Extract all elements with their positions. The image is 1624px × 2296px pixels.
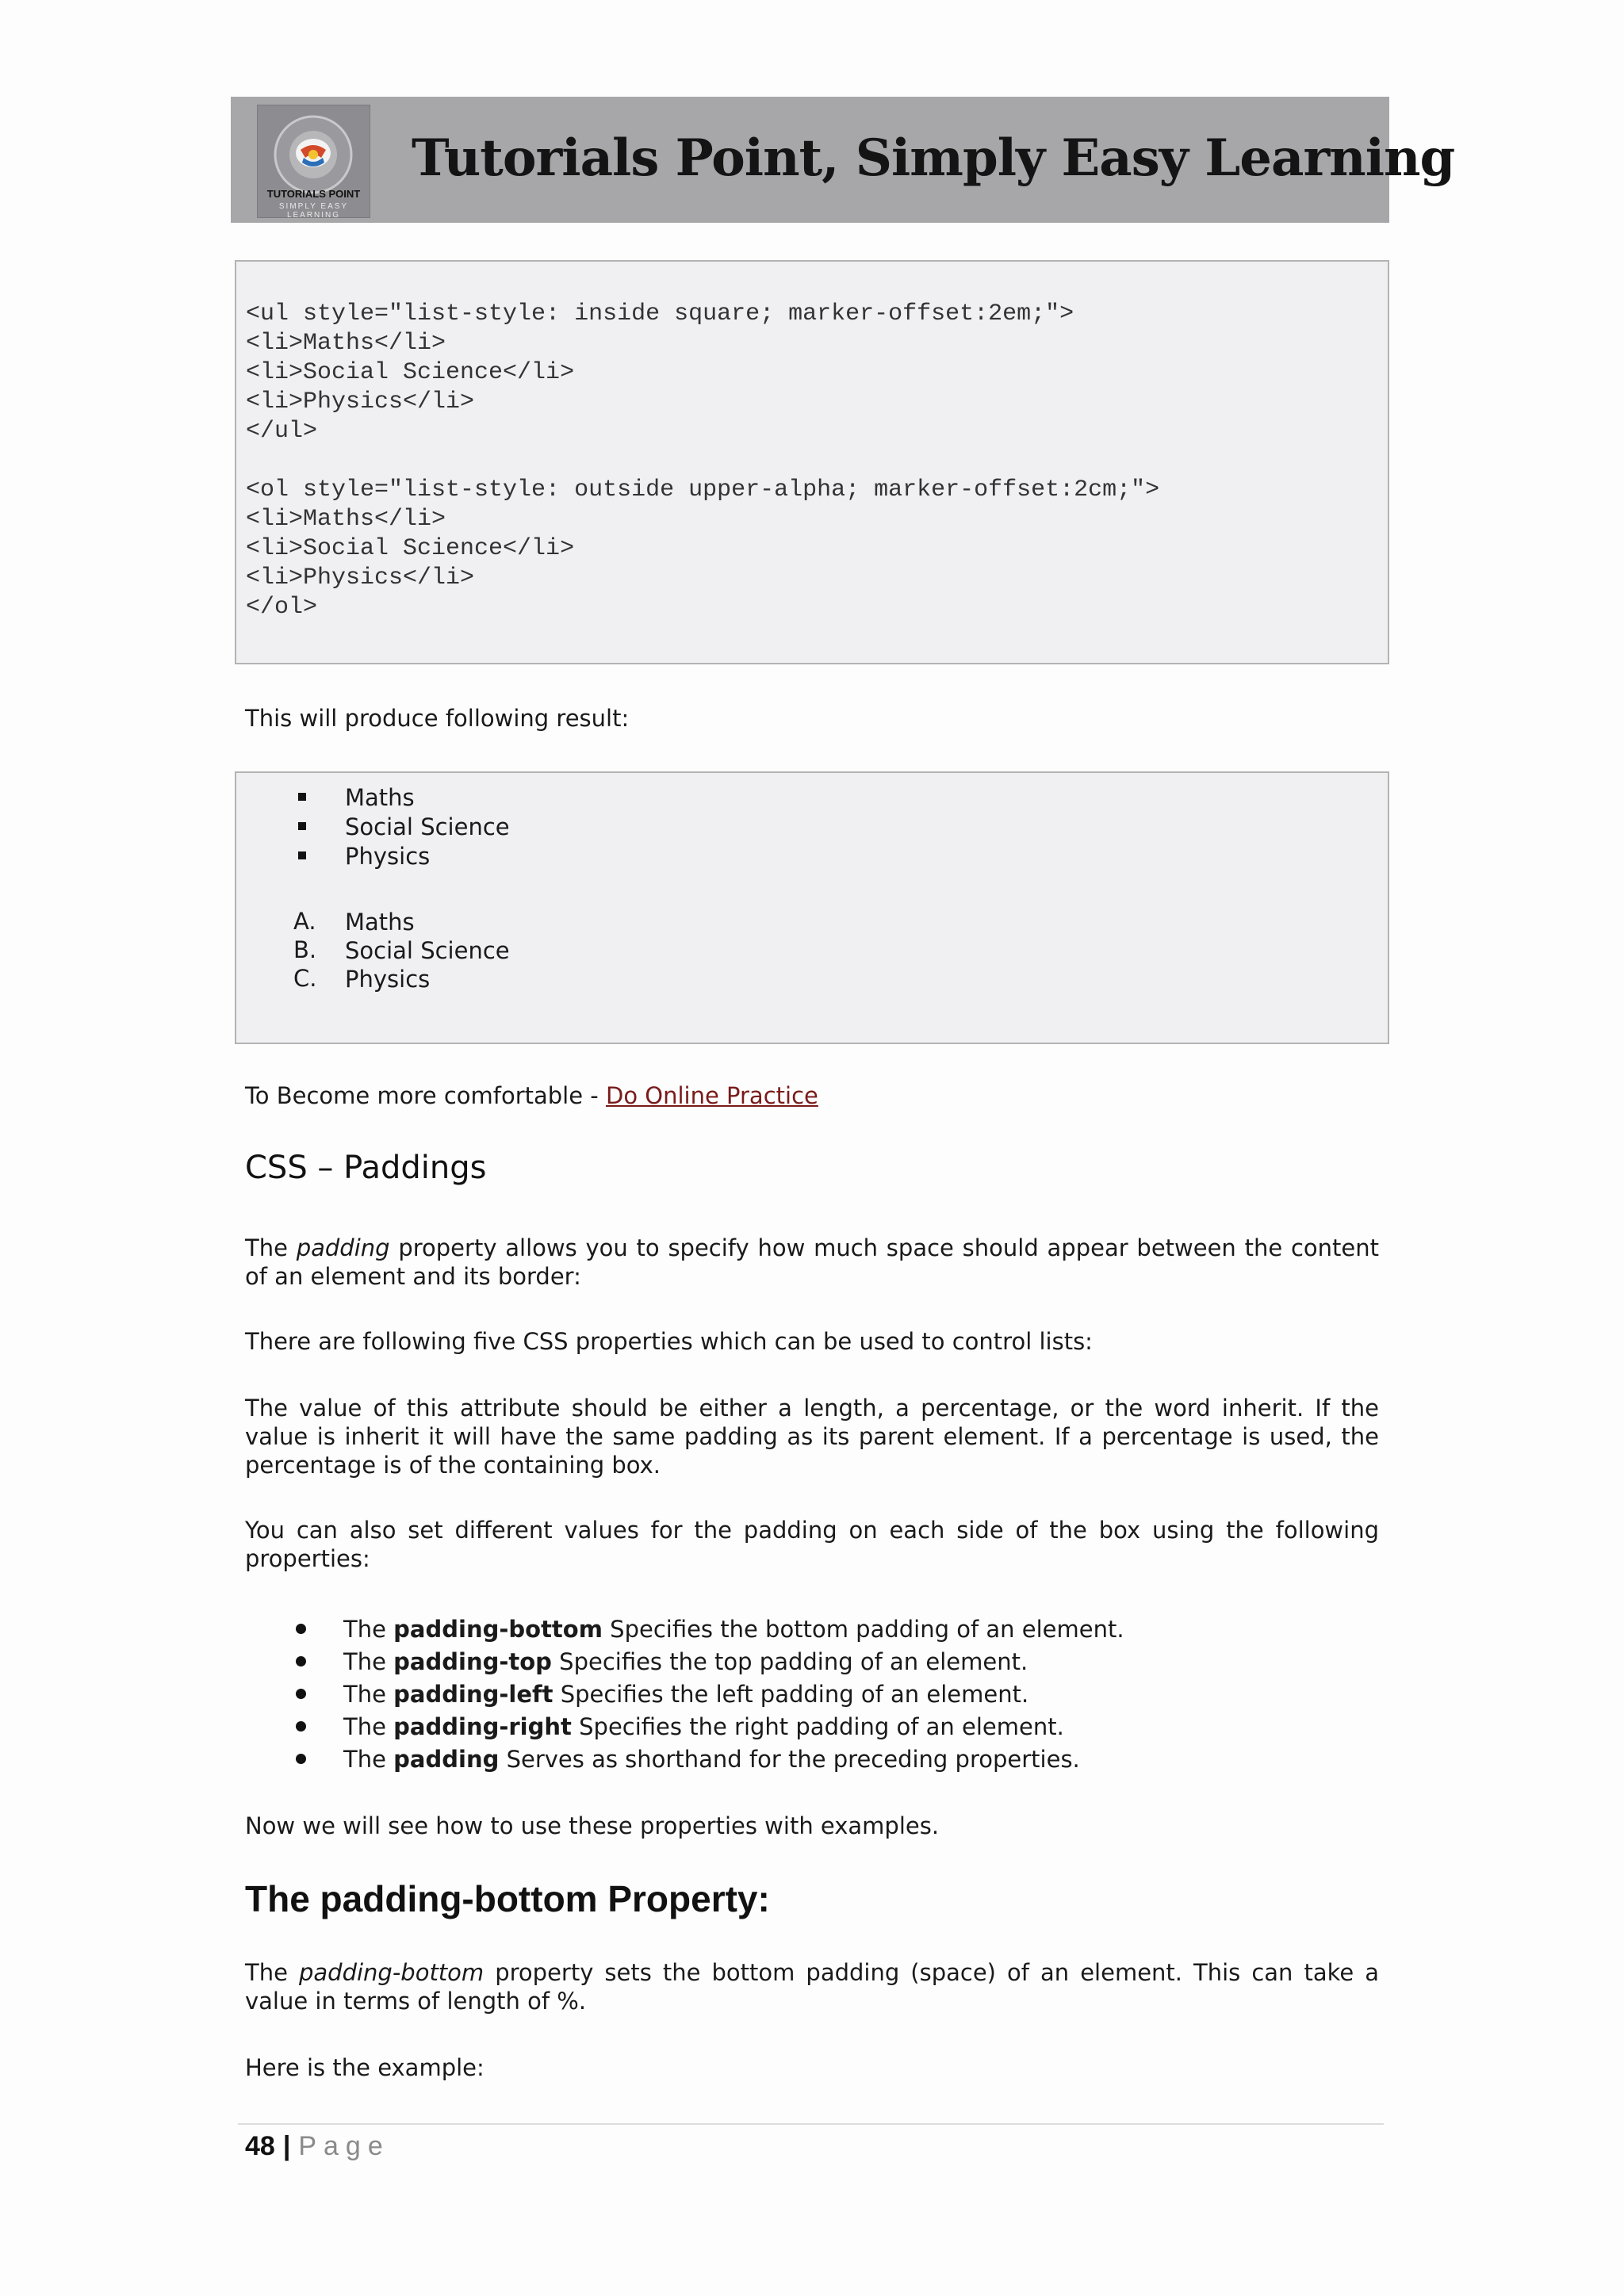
text-run: property allows you to specify how much space should appear between the content of an element and its border: [245,1234,1379,1290]
square-bullet-icon [298,822,306,830]
alpha-marker: B. [293,936,317,963]
text-run: The [343,1648,394,1675]
alpha-marker: C. [293,965,317,992]
practice-prefix: To Become more comfortable - [245,1082,606,1109]
banner-title: Tutorials Point, Simply Easy Learning [412,128,1455,188]
text-run: Specifies the bottom padding of an element. [602,1616,1124,1643]
paragraph-examples-intro: Now we will see how to use these properties with examples. [245,1812,940,1839]
property-name: padding-right [393,1713,572,1740]
text-run: The [245,1959,299,1986]
paragraph-padding-bottom [245,1958,1379,2015]
logo-tagline: SIMPLY EASY LEARNING [278,202,349,220]
text-run: Specifies the right padding of an element. [571,1713,1064,1740]
code-line: </ul> [246,418,318,445]
text-run: The [245,1234,297,1261]
alpha-list-item: Physics [345,966,431,993]
practice-line [245,1081,1379,1110]
code-line: <li>Maths</li> [246,506,446,533]
code-line: <li>Physics</li> [246,564,475,591]
section-title: CSS – Paddings [245,1150,487,1186]
emphasis-padding-bottom: padding-bottom [298,1959,485,1986]
text-run: Specifies the top padding of an element. [551,1648,1028,1675]
bullet-item [343,1615,1124,1644]
emphasis-padding: padding [296,1234,390,1261]
text-run: Serves as shorthand for the preceding properties. [499,1746,1080,1773]
square-bullet-icon [298,793,306,801]
bullet-dot-icon [296,1624,306,1634]
property-name: padding-bottom [393,1616,603,1643]
bullet-item [343,1647,1028,1676]
bullet-dot-icon [296,1656,306,1667]
logo-emblem-icon [258,105,370,217]
padding-bottom-heading: The padding-bottom Property: [245,1878,770,1919]
paragraph-properties-intro: There are following five CSS properties which can be used to control lists: [245,1328,1093,1355]
logo-wordmark: TUTORIALS POINT [266,188,361,200]
paragraph-value-description: The value of this attribute should be either a length, a percentage, or the word inherit. If the value is inherit it will have the same padding as its parent element. If a percentage is used, the percentage is of the containing box. [245,1395,1379,1479]
text-run: Specifies the left padding of an element. [553,1681,1029,1708]
property-name: padding-top [393,1648,552,1675]
square-list-item: Social Science [345,813,510,840]
square-list-item: Physics [345,843,431,870]
code-line: <li>Maths</li> [246,330,446,357]
code-line: <ol style="list-style: outside upper-alpha; marker-offset:2cm;"> [246,476,1160,503]
bullet-dot-icon [296,1689,306,1699]
code-line: <ul style="list-style: inside square; marker-offset:2em;"> [246,300,1074,327]
code-example-box [235,260,1389,664]
example-intro: Here is the example: [245,2054,485,2081]
bullet-item [343,1712,1064,1741]
property-name: padding-left [393,1681,553,1708]
tutorials-point-logo [257,105,370,218]
result-box [235,771,1389,1044]
paragraph-sides: You can also set different values for the padding on each side of the box using the following properties: [245,1517,1379,1572]
code-line: <li>Physics</li> [246,388,475,415]
bullet-item [343,1745,1080,1774]
alpha-list-item: Social Science [345,937,510,964]
text-run: property sets the bottom padding (space) of an element. This can take a value in terms of length of %. [245,1959,1380,2015]
bullet-dot-icon [296,1754,306,1764]
square-bullet-icon [298,851,306,859]
code-line: <li>Social Science</li> [246,359,575,386]
result-intro: This will produce following result: [245,705,630,732]
page-number: 48 [245,2131,275,2161]
text-run: The [343,1746,394,1773]
text-run: The [343,1616,394,1643]
page-footer [245,2131,390,2162]
footer-separator: | [282,2131,291,2161]
text-run: The [343,1713,394,1740]
paragraph-padding-intro [245,1234,1379,1291]
do-online-practice-link[interactable]: Do Online Practice [605,1082,818,1109]
text-run: The [343,1681,394,1708]
property-name: padding [393,1746,500,1773]
header-banner [231,97,1455,223]
alpha-list-item: Maths [345,909,415,936]
footer-divider [238,2123,1384,2125]
page-label: Page [298,2131,390,2161]
code-line: <li>Social Science</li> [246,535,575,562]
bullet-item [343,1680,1028,1709]
code-line: </ol> [246,594,318,621]
bullet-dot-icon [296,1721,306,1732]
square-list-item: Maths [345,784,415,811]
alpha-marker: A. [293,908,316,935]
